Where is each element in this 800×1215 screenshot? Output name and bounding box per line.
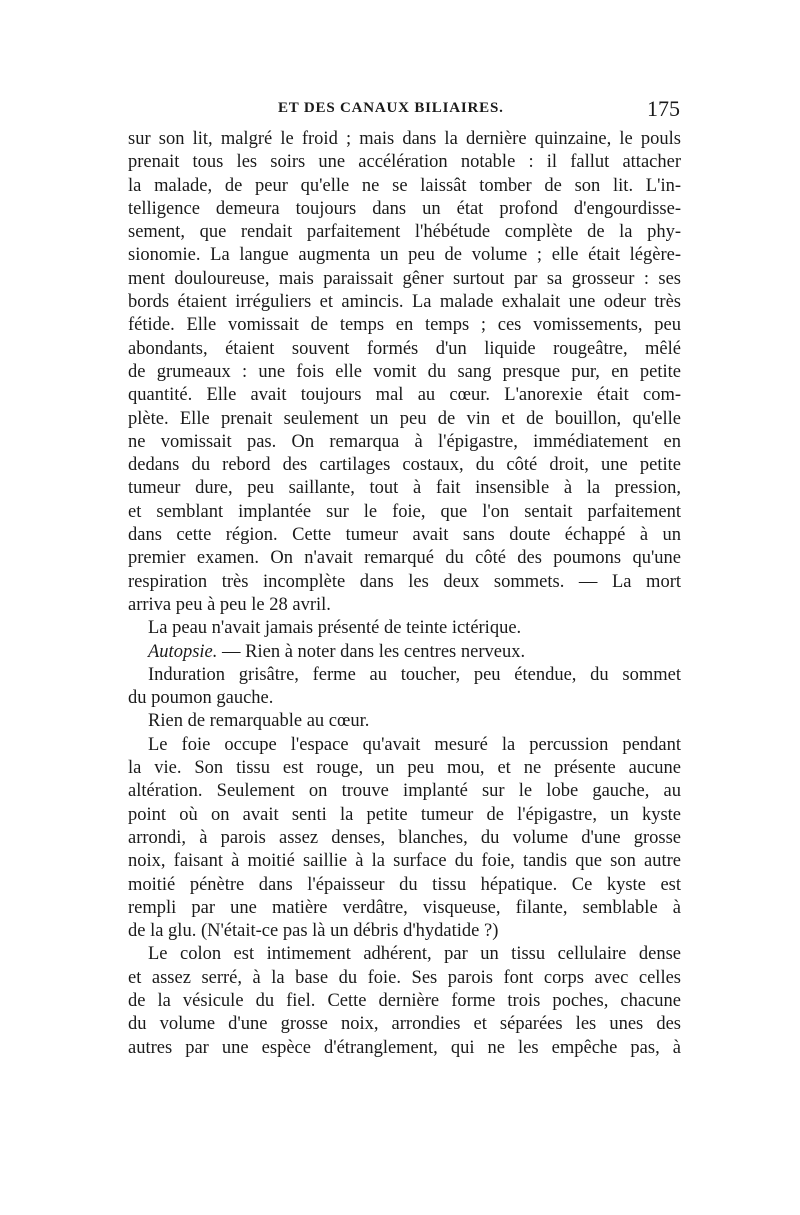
- text-line: altération. Seulement on trouve implanté sur le lobe gauche, au: [128, 781, 681, 802]
- text-line: plète. Elle prenait seulement un peu de vin et de bouillon, qu'elle: [128, 408, 681, 429]
- text-line: noix, faisant à moitié saillie à la surface du foie, tandis que son autre: [128, 851, 681, 872]
- text-line: rempli par une matière verdâtre, visqueuse, filante, semblable à: [128, 897, 681, 918]
- autopsy-heading-line: Autopsie. — Rien à noter dans les centres nerveux.: [148, 641, 526, 662]
- text-line: la malade, de peur qu'elle ne se laissât tomber de son lit. L'in-: [128, 175, 681, 196]
- text-line: de grumeaux : une fois elle vomit du sang presque pur, en petite: [128, 361, 681, 382]
- text-line: dedans du rebord des cartilages costaux, du côté droit, une petite: [128, 455, 681, 476]
- text-line: fétide. Elle vomissait de temps en temps ; ces vomissements, peu: [128, 315, 681, 336]
- text-line: ne vomissait pas. On remarqua à l'épigastre, immédiatement en: [128, 431, 681, 452]
- text-line: ment douloureuse, mais paraissait gêner surtout par sa grosseur : ses: [128, 268, 681, 289]
- text-line: et semblant implantée sur le foie, que l'on sentait parfaitement: [128, 501, 681, 522]
- text-line: et assez serré, à la base du foie. Ses parois font corps avec celles: [128, 967, 681, 988]
- text-line: dans cette région. Cette tumeur avait sans doute échappé à un: [128, 525, 681, 546]
- text-line: tumeur dure, peu saillante, tout à fait insensible à la pression,: [128, 478, 681, 499]
- text-line: sionomie. La langue augmenta un peu de volume ; elle était légère-: [128, 245, 681, 266]
- text-line: de la glu. (N'était-ce pas là un débris d'hydatide ?): [128, 921, 499, 942]
- text-line: moitié pénètre dans l'épaisseur du tissu hépatique. Ce kyste est: [128, 874, 681, 895]
- text-line: abondants, étaient souvent formés d'un liquide rougeâtre, mêlé: [128, 338, 681, 359]
- text-line: point où on avait senti la petite tumeur de l'épigastre, un kyste: [128, 804, 681, 825]
- text-line: sur son lit, malgré le froid ; mais dans la dernière quinzaine, le pouls: [128, 129, 681, 149]
- text-line: prenait tous les soirs une accélération notable : il fallut attacher: [128, 152, 681, 173]
- page-number: 175: [647, 96, 680, 121]
- text-line: telligence demeura toujours dans un état profond d'engourdisse-: [128, 198, 681, 219]
- text-line: Induration grisâtre, ferme au toucher, peu étendue, du sommet: [148, 664, 681, 685]
- text-line: la vie. Son tissu est rouge, un peu mou, et ne présente aucune: [128, 758, 681, 779]
- text-line: Le colon est intimement adhérent, par un tissu cellulaire dense: [148, 944, 681, 965]
- text-line: arrondi, à parois assez denses, blanches, du volume d'une grosse: [128, 827, 681, 848]
- text-line: premier examen. On n'avait remarqué du côté des poumons qu'une: [128, 548, 681, 569]
- text-line: La peau n'avait jamais présenté de teinte ictérique.: [148, 618, 522, 639]
- running-title: ET DES CANAUX BILIAIRES.: [278, 100, 504, 116]
- text-line: de la vésicule du fiel. Cette dernière forme trois poches, chacune: [128, 990, 681, 1011]
- text-line: quantité. Elle avait toujours mal au cœur. L'anorexie était com-: [128, 385, 681, 406]
- body-text: [128, 128, 681, 1060]
- text-line: bords étaient irréguliers et amincis. La malade exhalait une odeur très: [128, 292, 681, 313]
- running-head: [128, 96, 680, 126]
- autopsy-label: Autopsie.: [148, 641, 218, 662]
- text-line: respiration très incomplète dans les deux sommets. — La mort: [128, 571, 681, 592]
- text-line: du volume d'une grosse noix, arrondies et séparées les unes des: [128, 1014, 681, 1035]
- text-line: arriva peu à peu le 28 avril.: [128, 594, 331, 615]
- text-line: sement, que rendait parfaitement l'hébétude complète de la phy-: [128, 222, 681, 243]
- text-line: autres par une espèce d'étranglement, qui ne les empêche pas, à: [128, 1037, 681, 1058]
- text-line: du poumon gauche.: [128, 688, 274, 709]
- text-line: Le foie occupe l'espace qu'avait mesuré la percussion pendant: [148, 734, 681, 755]
- text-line: Rien de remarquable au cœur.: [148, 711, 370, 732]
